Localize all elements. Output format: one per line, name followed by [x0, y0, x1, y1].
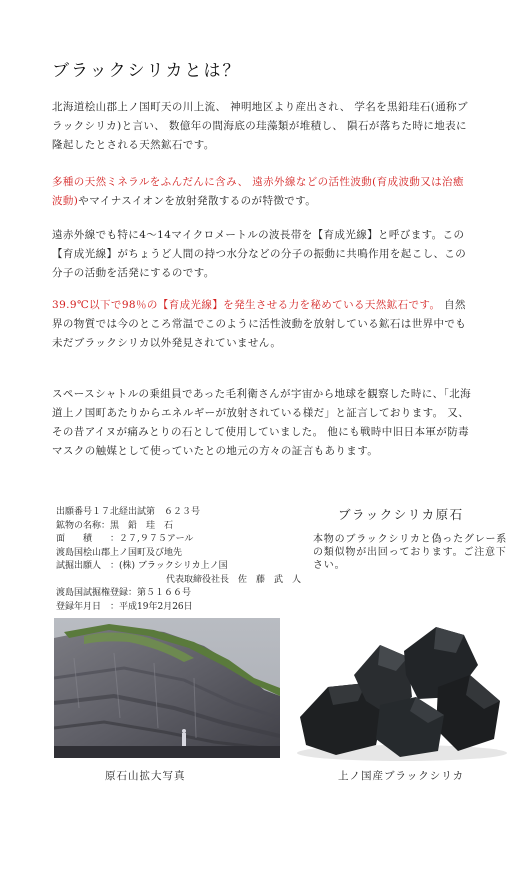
mineral-name-value: 黒 鉛 珪 石 [110, 520, 174, 531]
counterfeit-warning: 本物のブラックシリカと偽ったグレー系の類似物が出回っております。ご注意下さい。 [313, 534, 508, 571]
stone-section-title: ブラックシリカ原石 [338, 507, 464, 522]
growth-ray-text: 自然界の物質では今のところ常温でこのように活性波動を放射している鉱石は世界中でも未だブラックシリカ以外発見されていません。 [52, 299, 467, 349]
intro-paragraph: 北海道桧山郡上ノ国町天の川上流、 神明地区より産出され、 学名を黒鉛珪石(通称ブラックシリカ)と言い、 数億年の間海底の珪藻類が堆積し、 隕石が落ちた時に地表に隆起したとされる天然鉱石です。 [52, 101, 468, 151]
registration-date-value: 平成19年2月26日 [119, 601, 193, 612]
stones-photo-caption: 上ノ国産ブラックシリカ [338, 770, 465, 782]
applicant-value: (株) ブラックシリカ上ノ国 [119, 561, 228, 571]
page-title: ブラックシリカとは？ [52, 61, 242, 81]
black-silica-stones-illustration [288, 605, 516, 765]
registration-number-row: 渡島国試掘権登録：第５１６６号 [56, 588, 192, 598]
registration-date-row [56, 601, 296, 615]
applicant-row [56, 560, 296, 574]
minerals-paragraph [52, 173, 472, 211]
applicant-label: 試掘出願人 ： [56, 561, 120, 571]
registration-date-label: 登録年月日 ： [56, 601, 120, 612]
minerals-highlight: 多種の天然ミネラルをふんだんに含み、 遠赤外線などの活性波動(育成波動又は治癒波動) [52, 176, 464, 207]
area-label: 面 積 ： [56, 534, 120, 544]
representative-row: 代表取締役社長 佐 藤 武 人 [166, 574, 302, 585]
mining-registration-info [56, 506, 302, 614]
quarry-photo-caption: 原石山拡大写真 [105, 770, 186, 782]
quarry-cliff-illustration [54, 618, 280, 758]
area-value: ２７,９７５アール [119, 534, 194, 544]
location-row: 渡島国桧山郡上ノ国町及び地先 [56, 547, 183, 558]
mineral-name-label: 鉱物の名称： [56, 520, 111, 531]
testimony-paragraph: スペースシャトルの乗組員であった毛利衛さんが宇宙から地球を観察した時に、「北海道上ノ国町あたりからエネルギーが放射されている様だ」と証言しております。 又、 その昔アイヌが痛みとりの石として使用していました。 他にも戦時中旧日本軍が防毒マスクの触媒として使っていたとの地元の方々の証言もあります。 [52, 388, 472, 457]
infrared-paragraph: 遠赤外線でも特に4～14マイクロメートルの波長帯を【育成光線】と呼びます。この【育成光線】がちょうど人間の持つ水分などの分子の振動に共鳴作用を起こし、この分子の活動を活発にするのです。 [52, 229, 467, 279]
mineral-name-row [56, 520, 296, 534]
black-silica-stones-photo [288, 605, 516, 765]
growth-ray-paragraph [52, 296, 472, 353]
area-row [56, 533, 296, 547]
application-number: 出願番号１７北経出試第 ６２３号 [56, 507, 201, 517]
minerals-text: やマイナスイオンを放射発散するのが特徴です。 [78, 195, 317, 207]
quarry-cliff-photo [54, 618, 280, 758]
growth-ray-highlight: 39.9℃以下で98％の【育成光線】を発生させる力を秘めている天然鉱石です。 [52, 299, 441, 311]
